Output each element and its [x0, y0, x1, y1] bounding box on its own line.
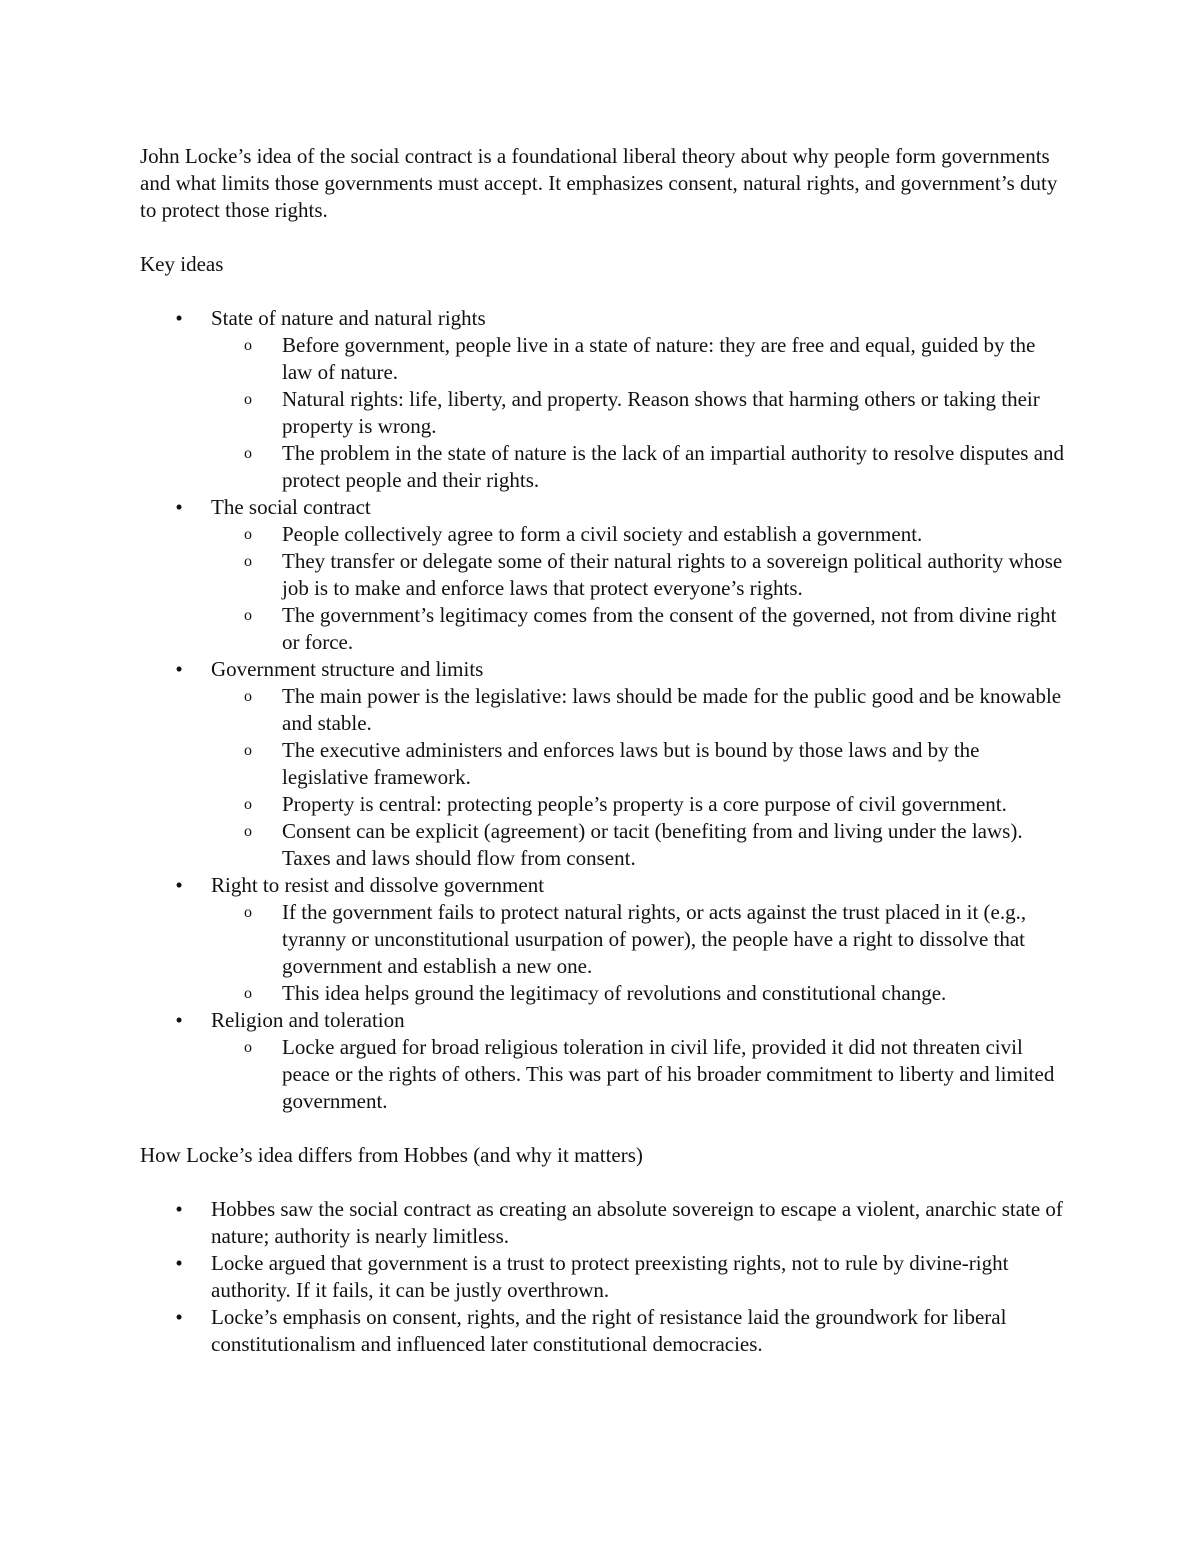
sub-bullet-icon: o: [244, 553, 252, 570]
sub-list-item-text: Natural rights: life, liberty, and property. Reason shows that harming others or taking their property is wrong.: [282, 387, 1040, 438]
list-item-title: Religion and toleration: [211, 1008, 405, 1032]
bullet-icon: •: [175, 1197, 183, 1221]
sub-bullet-icon: o: [244, 688, 252, 705]
sub-list: [211, 332, 1070, 494]
sub-bullet-icon: o: [244, 742, 252, 759]
sub-list-item-text: The main power is the legislative: laws should be made for the public good and be knowable and stable.: [282, 684, 1062, 735]
sub-bullet-icon: o: [244, 823, 252, 840]
bullet-icon: •: [175, 873, 183, 897]
list-item: [140, 1250, 1070, 1304]
sub-bullet-icon: o: [244, 1039, 252, 1056]
sub-list-item-text: Property is central: protecting people’s property is a core purpose of civil government.: [282, 792, 1007, 816]
sub-bullet-icon: o: [244, 337, 252, 354]
sub-list-item: [211, 1034, 1070, 1115]
sub-list-item: [211, 683, 1070, 737]
list-item: [140, 872, 1070, 1007]
bullet-icon: •: [175, 306, 183, 330]
sub-bullet-icon: o: [244, 985, 252, 1002]
sub-list-item: [211, 548, 1070, 602]
sub-list: [211, 1034, 1070, 1115]
list-item-title: Right to resist and dissolve government: [211, 873, 545, 897]
list-item-text: Locke argued that government is a trust to protect preexisting rights, not to rule by divine-right authority. If it fails, it can be justly overthrown.: [211, 1251, 1009, 1302]
sub-list-item-text: People collectively agree to form a civil society and establish a government.: [282, 522, 923, 546]
list-item-text: Locke’s emphasis on consent, rights, and the right of resistance laid the groundwork for liberal constitutionalism and influenced later constitutional democracies.: [211, 1305, 1007, 1356]
sub-list-item: [211, 602, 1070, 656]
sub-bullet-icon: o: [244, 391, 252, 408]
key-ideas-heading: Key ideas: [140, 252, 224, 276]
list-item: [140, 305, 1070, 494]
sub-bullet-icon: o: [244, 796, 252, 813]
list-item-title: Government structure and limits: [211, 657, 484, 681]
list-item: [140, 1196, 1070, 1250]
sub-list-item: [211, 791, 1070, 818]
sub-list-item-text: Before government, people live in a state of nature: they are free and equal, guided by the law of nature.: [282, 333, 1036, 384]
list-item: [140, 656, 1070, 872]
sub-list-item: [211, 332, 1070, 386]
sub-list-item-text: The government’s legitimacy comes from the consent of the governed, not from divine right or force.: [282, 603, 1057, 654]
sub-list: [211, 899, 1070, 1007]
list-item: [140, 1304, 1070, 1358]
sub-list-item-text: The executive administers and enforces laws but is bound by those laws and by the legislative framework.: [282, 738, 980, 789]
sub-list: [211, 521, 1070, 656]
bullet-icon: •: [175, 1305, 183, 1329]
sub-list-item-text: They transfer or delegate some of their natural rights to a sovereign political authority whose job is to make and enforce laws that protect everyone’s rights.: [282, 549, 1063, 600]
sub-list-item: [211, 440, 1070, 494]
sub-bullet-icon: o: [244, 607, 252, 624]
sub-bullet-icon: o: [244, 526, 252, 543]
sub-list: [211, 683, 1070, 872]
list-item-text: Hobbes saw the social contract as creating an absolute sovereign to escape a violent, anarchic state of nature; authority is nearly limitless.: [211, 1197, 1063, 1248]
sub-list-item: [211, 521, 1070, 548]
sub-list-item: [211, 737, 1070, 791]
bullet-icon: •: [175, 657, 183, 681]
sub-list-item-text: Consent can be explicit (agreement) or tacit (benefiting from and living under the laws). Taxes and laws should flow from consent.: [282, 819, 1023, 870]
sub-list-item: [211, 980, 1070, 1007]
comparison-heading: How Locke’s idea differs from Hobbes (and why it matters): [140, 1143, 643, 1167]
list-item-title: State of nature and natural rights: [211, 306, 486, 330]
sub-list-item-text: This idea helps ground the legitimacy of revolutions and constitutional change.: [282, 981, 947, 1005]
comparison-list: [140, 1196, 1070, 1358]
sub-bullet-icon: o: [244, 904, 252, 921]
bullet-icon: •: [175, 495, 183, 519]
sub-bullet-icon: o: [244, 445, 252, 462]
sub-list-item-text: The problem in the state of nature is the lack of an impartial authority to resolve disputes and protect people and their rights.: [282, 441, 1065, 492]
sub-list-item: [211, 899, 1070, 980]
sub-list-item: [211, 818, 1070, 872]
bullet-icon: •: [175, 1008, 183, 1032]
sub-list-item-text: If the government fails to protect natural rights, or acts against the trust placed in it (e.g., tyranny or unconstitutional usurpation of power), the people have a right to dissolve that government and establish a new one.: [282, 900, 1027, 978]
list-item: [140, 494, 1070, 656]
key-ideas-list: [140, 305, 1070, 1115]
sub-list-item-text: Locke argued for broad religious toleration in civil life, provided it did not threaten civil peace or the rights of others. This was part of his broader commitment to liberty and limited government.: [282, 1035, 1055, 1113]
list-item: [140, 1007, 1070, 1115]
document-page: [140, 143, 1070, 1358]
sub-list-item: [211, 386, 1070, 440]
intro-paragraph: John Locke’s idea of the social contract is a foundational liberal theory about why people form governments and what limits those governments must accept. It emphasizes consent, natural rights, and government’s duty to protect those rights.: [140, 144, 1058, 222]
list-item-title: The social contract: [211, 495, 371, 519]
bullet-icon: •: [175, 1251, 183, 1275]
